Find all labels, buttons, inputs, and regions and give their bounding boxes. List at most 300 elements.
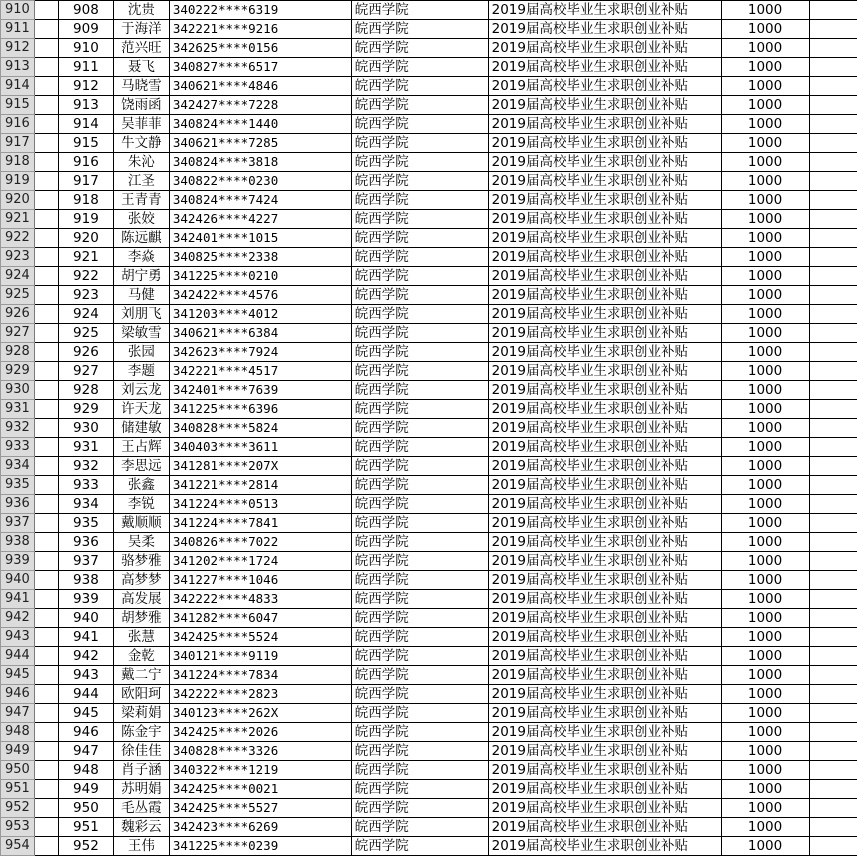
row-header[interactable]: 951 bbox=[1, 780, 35, 799]
amount-cell[interactable]: 1000 bbox=[721, 723, 809, 742]
row-header[interactable]: 947 bbox=[1, 704, 35, 723]
name-cell[interactable]: 于海洋 bbox=[113, 20, 169, 39]
id-number-cell[interactable]: 340322****1219 bbox=[169, 761, 351, 780]
id-number-cell[interactable]: 341282****6047 bbox=[169, 609, 351, 628]
row-header[interactable]: 915 bbox=[1, 96, 35, 115]
school-cell[interactable]: 皖西学院 bbox=[351, 343, 488, 362]
id-number-cell[interactable]: 341203****4012 bbox=[169, 305, 351, 324]
empty-cell[interactable] bbox=[34, 780, 58, 799]
empty-cell[interactable] bbox=[809, 438, 857, 457]
amount-cell[interactable]: 1000 bbox=[721, 761, 809, 780]
project-cell[interactable]: 2019届高校毕业生求职创业补贴 bbox=[488, 723, 721, 742]
empty-cell[interactable] bbox=[809, 153, 857, 172]
empty-cell[interactable] bbox=[34, 77, 58, 96]
name-cell[interactable]: 胡梦雅 bbox=[113, 609, 169, 628]
amount-cell[interactable]: 1000 bbox=[721, 1, 809, 20]
name-cell[interactable]: 戴二宁 bbox=[113, 666, 169, 685]
row-header[interactable]: 913 bbox=[1, 58, 35, 77]
name-cell[interactable]: 李题 bbox=[113, 362, 169, 381]
project-cell[interactable]: 2019届高校毕业生求职创业补贴 bbox=[488, 400, 721, 419]
project-cell[interactable]: 2019届高校毕业生求职创业补贴 bbox=[488, 685, 721, 704]
id-number-cell[interactable]: 342422****4576 bbox=[169, 286, 351, 305]
amount-cell[interactable]: 1000 bbox=[721, 552, 809, 571]
amount-cell[interactable]: 1000 bbox=[721, 799, 809, 818]
school-cell[interactable]: 皖西学院 bbox=[351, 191, 488, 210]
row-header[interactable]: 930 bbox=[1, 381, 35, 400]
empty-cell[interactable] bbox=[809, 248, 857, 267]
seq-cell[interactable]: 948 bbox=[58, 761, 113, 780]
name-cell[interactable]: 张慧 bbox=[113, 628, 169, 647]
seq-cell[interactable]: 914 bbox=[58, 115, 113, 134]
name-cell[interactable]: 吴菲菲 bbox=[113, 115, 169, 134]
seq-cell[interactable]: 924 bbox=[58, 305, 113, 324]
seq-cell[interactable]: 947 bbox=[58, 742, 113, 761]
empty-cell[interactable] bbox=[34, 362, 58, 381]
seq-cell[interactable]: 949 bbox=[58, 780, 113, 799]
empty-cell[interactable] bbox=[809, 96, 857, 115]
name-cell[interactable]: 张鑫 bbox=[113, 476, 169, 495]
empty-cell[interactable] bbox=[34, 39, 58, 58]
empty-cell[interactable] bbox=[34, 457, 58, 476]
project-cell[interactable]: 2019届高校毕业生求职创业补贴 bbox=[488, 305, 721, 324]
seq-cell[interactable]: 939 bbox=[58, 590, 113, 609]
row-header[interactable]: 949 bbox=[1, 742, 35, 761]
school-cell[interactable]: 皖西学院 bbox=[351, 1, 488, 20]
seq-cell[interactable]: 946 bbox=[58, 723, 113, 742]
id-number-cell[interactable]: 342425****5527 bbox=[169, 799, 351, 818]
empty-cell[interactable] bbox=[809, 533, 857, 552]
amount-cell[interactable]: 1000 bbox=[721, 476, 809, 495]
name-cell[interactable]: 魏彩云 bbox=[113, 818, 169, 837]
empty-cell[interactable] bbox=[34, 343, 58, 362]
empty-cell[interactable] bbox=[809, 609, 857, 628]
empty-cell[interactable] bbox=[809, 780, 857, 799]
id-number-cell[interactable]: 342221****4517 bbox=[169, 362, 351, 381]
project-cell[interactable]: 2019届高校毕业生求职创业补贴 bbox=[488, 248, 721, 267]
seq-cell[interactable]: 929 bbox=[58, 400, 113, 419]
name-cell[interactable]: 朱沁 bbox=[113, 153, 169, 172]
school-cell[interactable]: 皖西学院 bbox=[351, 96, 488, 115]
school-cell[interactable]: 皖西学院 bbox=[351, 58, 488, 77]
id-number-cell[interactable]: 340822****0230 bbox=[169, 172, 351, 191]
id-number-cell[interactable]: 340621****7285 bbox=[169, 134, 351, 153]
id-number-cell[interactable]: 340824****1440 bbox=[169, 115, 351, 134]
row-header[interactable]: 910 bbox=[1, 1, 35, 20]
name-cell[interactable]: 李思远 bbox=[113, 457, 169, 476]
id-number-cell[interactable]: 342427****7228 bbox=[169, 96, 351, 115]
amount-cell[interactable]: 1000 bbox=[721, 58, 809, 77]
amount-cell[interactable]: 1000 bbox=[721, 742, 809, 761]
school-cell[interactable]: 皖西学院 bbox=[351, 818, 488, 837]
amount-cell[interactable]: 1000 bbox=[721, 153, 809, 172]
name-cell[interactable]: 戴顺顺 bbox=[113, 514, 169, 533]
row-header[interactable]: 919 bbox=[1, 172, 35, 191]
name-cell[interactable]: 徐佳佳 bbox=[113, 742, 169, 761]
school-cell[interactable]: 皖西学院 bbox=[351, 248, 488, 267]
empty-cell[interactable] bbox=[34, 400, 58, 419]
amount-cell[interactable]: 1000 bbox=[721, 77, 809, 96]
amount-cell[interactable]: 1000 bbox=[721, 685, 809, 704]
id-number-cell[interactable]: 341227****1046 bbox=[169, 571, 351, 590]
project-cell[interactable]: 2019届高校毕业生求职创业补贴 bbox=[488, 704, 721, 723]
school-cell[interactable]: 皖西学院 bbox=[351, 39, 488, 58]
project-cell[interactable]: 2019届高校毕业生求职创业补贴 bbox=[488, 153, 721, 172]
id-number-cell[interactable]: 342222****2823 bbox=[169, 685, 351, 704]
name-cell[interactable]: 饶雨函 bbox=[113, 96, 169, 115]
project-cell[interactable]: 2019届高校毕业生求职创业补贴 bbox=[488, 438, 721, 457]
name-cell[interactable]: 欧阳珂 bbox=[113, 685, 169, 704]
amount-cell[interactable]: 1000 bbox=[721, 514, 809, 533]
school-cell[interactable]: 皖西学院 bbox=[351, 457, 488, 476]
name-cell[interactable]: 李锐 bbox=[113, 495, 169, 514]
project-cell[interactable]: 2019届高校毕业生求职创业补贴 bbox=[488, 229, 721, 248]
seq-cell[interactable]: 918 bbox=[58, 191, 113, 210]
row-header[interactable]: 932 bbox=[1, 419, 35, 438]
name-cell[interactable]: 张园 bbox=[113, 343, 169, 362]
empty-cell[interactable] bbox=[809, 742, 857, 761]
empty-cell[interactable] bbox=[809, 552, 857, 571]
empty-cell[interactable] bbox=[809, 115, 857, 134]
project-cell[interactable]: 2019届高校毕业生求职创业补贴 bbox=[488, 514, 721, 533]
school-cell[interactable]: 皖西学院 bbox=[351, 419, 488, 438]
amount-cell[interactable]: 1000 bbox=[721, 286, 809, 305]
row-header[interactable]: 916 bbox=[1, 115, 35, 134]
name-cell[interactable]: 聂飞 bbox=[113, 58, 169, 77]
id-number-cell[interactable]: 340828****5824 bbox=[169, 419, 351, 438]
seq-cell[interactable]: 944 bbox=[58, 685, 113, 704]
project-cell[interactable]: 2019届高校毕业生求职创业补贴 bbox=[488, 609, 721, 628]
school-cell[interactable]: 皖西学院 bbox=[351, 837, 488, 856]
empty-cell[interactable] bbox=[809, 381, 857, 400]
project-cell[interactable]: 2019届高校毕业生求职创业补贴 bbox=[488, 210, 721, 229]
seq-cell[interactable]: 942 bbox=[58, 647, 113, 666]
empty-cell[interactable] bbox=[809, 134, 857, 153]
project-cell[interactable]: 2019届高校毕业生求职创业补贴 bbox=[488, 457, 721, 476]
row-header[interactable]: 933 bbox=[1, 438, 35, 457]
empty-cell[interactable] bbox=[809, 229, 857, 248]
seq-cell[interactable]: 930 bbox=[58, 419, 113, 438]
empty-cell[interactable] bbox=[809, 191, 857, 210]
amount-cell[interactable]: 1000 bbox=[721, 457, 809, 476]
school-cell[interactable]: 皖西学院 bbox=[351, 685, 488, 704]
name-cell[interactable]: 陈远麒 bbox=[113, 229, 169, 248]
seq-cell[interactable]: 919 bbox=[58, 210, 113, 229]
row-header[interactable]: 931 bbox=[1, 400, 35, 419]
seq-cell[interactable]: 911 bbox=[58, 58, 113, 77]
amount-cell[interactable]: 1000 bbox=[721, 343, 809, 362]
school-cell[interactable]: 皖西学院 bbox=[351, 362, 488, 381]
row-header[interactable]: 945 bbox=[1, 666, 35, 685]
empty-cell[interactable] bbox=[809, 362, 857, 381]
row-header[interactable]: 953 bbox=[1, 818, 35, 837]
empty-cell[interactable] bbox=[34, 1, 58, 20]
seq-cell[interactable]: 908 bbox=[58, 1, 113, 20]
amount-cell[interactable]: 1000 bbox=[721, 191, 809, 210]
project-cell[interactable]: 2019届高校毕业生求职创业补贴 bbox=[488, 191, 721, 210]
empty-cell[interactable] bbox=[34, 666, 58, 685]
empty-cell[interactable] bbox=[809, 666, 857, 685]
seq-cell[interactable]: 923 bbox=[58, 286, 113, 305]
amount-cell[interactable]: 1000 bbox=[721, 628, 809, 647]
empty-cell[interactable] bbox=[34, 153, 58, 172]
row-header[interactable]: 928 bbox=[1, 343, 35, 362]
school-cell[interactable]: 皖西学院 bbox=[351, 438, 488, 457]
project-cell[interactable]: 2019届高校毕业生求职创业补贴 bbox=[488, 742, 721, 761]
id-number-cell[interactable]: 342401****7639 bbox=[169, 381, 351, 400]
empty-cell[interactable] bbox=[809, 818, 857, 837]
seq-cell[interactable]: 951 bbox=[58, 818, 113, 837]
seq-cell[interactable]: 913 bbox=[58, 96, 113, 115]
empty-cell[interactable] bbox=[34, 514, 58, 533]
empty-cell[interactable] bbox=[34, 799, 58, 818]
empty-cell[interactable] bbox=[809, 324, 857, 343]
school-cell[interactable]: 皖西学院 bbox=[351, 571, 488, 590]
id-number-cell[interactable]: 342623****7924 bbox=[169, 343, 351, 362]
id-number-cell[interactable]: 342423****6269 bbox=[169, 818, 351, 837]
id-number-cell[interactable]: 342221****9216 bbox=[169, 20, 351, 39]
amount-cell[interactable]: 1000 bbox=[721, 305, 809, 324]
project-cell[interactable]: 2019届高校毕业生求职创业补贴 bbox=[488, 476, 721, 495]
amount-cell[interactable]: 1000 bbox=[721, 533, 809, 552]
amount-cell[interactable]: 1000 bbox=[721, 609, 809, 628]
amount-cell[interactable]: 1000 bbox=[721, 324, 809, 343]
project-cell[interactable]: 2019届高校毕业生求职创业补贴 bbox=[488, 267, 721, 286]
row-header[interactable]: 936 bbox=[1, 495, 35, 514]
project-cell[interactable]: 2019届高校毕业生求职创业补贴 bbox=[488, 324, 721, 343]
seq-cell[interactable]: 927 bbox=[58, 362, 113, 381]
school-cell[interactable]: 皖西学院 bbox=[351, 780, 488, 799]
empty-cell[interactable] bbox=[34, 818, 58, 837]
school-cell[interactable]: 皖西学院 bbox=[351, 324, 488, 343]
seq-cell[interactable]: 915 bbox=[58, 134, 113, 153]
empty-cell[interactable] bbox=[34, 115, 58, 134]
name-cell[interactable]: 高发展 bbox=[113, 590, 169, 609]
seq-cell[interactable]: 941 bbox=[58, 628, 113, 647]
row-header[interactable]: 917 bbox=[1, 134, 35, 153]
name-cell[interactable]: 胡宁勇 bbox=[113, 267, 169, 286]
id-number-cell[interactable]: 342425****2026 bbox=[169, 723, 351, 742]
id-number-cell[interactable]: 340828****3326 bbox=[169, 742, 351, 761]
id-number-cell[interactable]: 341224****7834 bbox=[169, 666, 351, 685]
school-cell[interactable]: 皖西学院 bbox=[351, 267, 488, 286]
id-number-cell[interactable]: 340403****3611 bbox=[169, 438, 351, 457]
school-cell[interactable]: 皖西学院 bbox=[351, 305, 488, 324]
seq-cell[interactable]: 934 bbox=[58, 495, 113, 514]
seq-cell[interactable]: 928 bbox=[58, 381, 113, 400]
empty-cell[interactable] bbox=[34, 476, 58, 495]
amount-cell[interactable]: 1000 bbox=[721, 647, 809, 666]
empty-cell[interactable] bbox=[34, 58, 58, 77]
empty-cell[interactable] bbox=[809, 39, 857, 58]
school-cell[interactable]: 皖西学院 bbox=[351, 20, 488, 39]
row-header[interactable]: 937 bbox=[1, 514, 35, 533]
project-cell[interactable]: 2019届高校毕业生求职创业补贴 bbox=[488, 571, 721, 590]
id-number-cell[interactable]: 341221****2814 bbox=[169, 476, 351, 495]
row-header[interactable]: 952 bbox=[1, 799, 35, 818]
row-header[interactable]: 914 bbox=[1, 77, 35, 96]
school-cell[interactable]: 皖西学院 bbox=[351, 210, 488, 229]
empty-cell[interactable] bbox=[809, 457, 857, 476]
id-number-cell[interactable]: 342625****0156 bbox=[169, 39, 351, 58]
name-cell[interactable]: 骆梦雅 bbox=[113, 552, 169, 571]
seq-cell[interactable]: 917 bbox=[58, 172, 113, 191]
amount-cell[interactable]: 1000 bbox=[721, 39, 809, 58]
empty-cell[interactable] bbox=[809, 628, 857, 647]
school-cell[interactable]: 皖西学院 bbox=[351, 742, 488, 761]
project-cell[interactable]: 2019届高校毕业生求职创业补贴 bbox=[488, 818, 721, 837]
empty-cell[interactable] bbox=[809, 286, 857, 305]
empty-cell[interactable] bbox=[809, 419, 857, 438]
empty-cell[interactable] bbox=[34, 533, 58, 552]
empty-cell[interactable] bbox=[34, 704, 58, 723]
school-cell[interactable]: 皖西学院 bbox=[351, 229, 488, 248]
empty-cell[interactable] bbox=[809, 476, 857, 495]
empty-cell[interactable] bbox=[809, 267, 857, 286]
empty-cell[interactable] bbox=[34, 647, 58, 666]
project-cell[interactable]: 2019届高校毕业生求职创业补贴 bbox=[488, 134, 721, 153]
id-number-cell[interactable]: 340123****262X bbox=[169, 704, 351, 723]
project-cell[interactable]: 2019届高校毕业生求职创业补贴 bbox=[488, 77, 721, 96]
empty-cell[interactable] bbox=[34, 134, 58, 153]
seq-cell[interactable]: 932 bbox=[58, 457, 113, 476]
name-cell[interactable]: 梁敏雪 bbox=[113, 324, 169, 343]
amount-cell[interactable]: 1000 bbox=[721, 134, 809, 153]
row-header[interactable]: 946 bbox=[1, 685, 35, 704]
seq-cell[interactable]: 912 bbox=[58, 77, 113, 96]
id-number-cell[interactable]: 340827****6517 bbox=[169, 58, 351, 77]
empty-cell[interactable] bbox=[34, 495, 58, 514]
project-cell[interactable]: 2019届高校毕业生求职创业补贴 bbox=[488, 362, 721, 381]
seq-cell[interactable]: 926 bbox=[58, 343, 113, 362]
seq-cell[interactable]: 909 bbox=[58, 20, 113, 39]
row-header[interactable]: 942 bbox=[1, 609, 35, 628]
amount-cell[interactable]: 1000 bbox=[721, 229, 809, 248]
seq-cell[interactable]: 952 bbox=[58, 837, 113, 856]
project-cell[interactable]: 2019届高校毕业生求职创业补贴 bbox=[488, 381, 721, 400]
id-number-cell[interactable]: 340824****3818 bbox=[169, 153, 351, 172]
amount-cell[interactable]: 1000 bbox=[721, 381, 809, 400]
row-header[interactable]: 924 bbox=[1, 267, 35, 286]
name-cell[interactable]: 范兴旺 bbox=[113, 39, 169, 58]
empty-cell[interactable] bbox=[34, 381, 58, 400]
school-cell[interactable]: 皖西学院 bbox=[351, 476, 488, 495]
empty-cell[interactable] bbox=[809, 571, 857, 590]
row-header[interactable]: 941 bbox=[1, 590, 35, 609]
empty-cell[interactable] bbox=[809, 400, 857, 419]
row-header[interactable]: 918 bbox=[1, 153, 35, 172]
empty-cell[interactable] bbox=[34, 267, 58, 286]
name-cell[interactable]: 梁莉娟 bbox=[113, 704, 169, 723]
empty-cell[interactable] bbox=[809, 343, 857, 362]
name-cell[interactable]: 王伟 bbox=[113, 837, 169, 856]
seq-cell[interactable]: 931 bbox=[58, 438, 113, 457]
name-cell[interactable]: 储建敏 bbox=[113, 419, 169, 438]
id-number-cell[interactable]: 341224****7841 bbox=[169, 514, 351, 533]
name-cell[interactable]: 陈金宇 bbox=[113, 723, 169, 742]
empty-cell[interactable] bbox=[34, 837, 58, 856]
empty-cell[interactable] bbox=[809, 210, 857, 229]
id-number-cell[interactable]: 342426****4227 bbox=[169, 210, 351, 229]
amount-cell[interactable]: 1000 bbox=[721, 666, 809, 685]
name-cell[interactable]: 沈贵 bbox=[113, 1, 169, 20]
project-cell[interactable]: 2019届高校毕业生求职创业补贴 bbox=[488, 20, 721, 39]
name-cell[interactable]: 江圣 bbox=[113, 172, 169, 191]
school-cell[interactable]: 皖西学院 bbox=[351, 172, 488, 191]
empty-cell[interactable] bbox=[809, 761, 857, 780]
project-cell[interactable]: 2019届高校毕业生求职创业补贴 bbox=[488, 39, 721, 58]
project-cell[interactable]: 2019届高校毕业生求职创业补贴 bbox=[488, 647, 721, 666]
empty-cell[interactable] bbox=[809, 495, 857, 514]
school-cell[interactable]: 皖西学院 bbox=[351, 134, 488, 153]
seq-cell[interactable]: 936 bbox=[58, 533, 113, 552]
amount-cell[interactable]: 1000 bbox=[721, 248, 809, 267]
seq-cell[interactable]: 916 bbox=[58, 153, 113, 172]
project-cell[interactable]: 2019届高校毕业生求职创业补贴 bbox=[488, 780, 721, 799]
row-header[interactable]: 935 bbox=[1, 476, 35, 495]
id-number-cell[interactable]: 341225****0210 bbox=[169, 267, 351, 286]
amount-cell[interactable]: 1000 bbox=[721, 115, 809, 134]
empty-cell[interactable] bbox=[809, 647, 857, 666]
seq-cell[interactable]: 921 bbox=[58, 248, 113, 267]
id-number-cell[interactable]: 341225****0239 bbox=[169, 837, 351, 856]
school-cell[interactable]: 皖西学院 bbox=[351, 552, 488, 571]
id-number-cell[interactable]: 340121****9119 bbox=[169, 647, 351, 666]
id-number-cell[interactable]: 340824****7424 bbox=[169, 191, 351, 210]
name-cell[interactable]: 刘朋飞 bbox=[113, 305, 169, 324]
school-cell[interactable]: 皖西学院 bbox=[351, 723, 488, 742]
school-cell[interactable]: 皖西学院 bbox=[351, 533, 488, 552]
empty-cell[interactable] bbox=[34, 761, 58, 780]
school-cell[interactable]: 皖西学院 bbox=[351, 286, 488, 305]
empty-cell[interactable] bbox=[809, 704, 857, 723]
row-header[interactable]: 923 bbox=[1, 248, 35, 267]
empty-cell[interactable] bbox=[34, 552, 58, 571]
school-cell[interactable]: 皖西学院 bbox=[351, 609, 488, 628]
empty-cell[interactable] bbox=[34, 96, 58, 115]
empty-cell[interactable] bbox=[34, 191, 58, 210]
project-cell[interactable]: 2019届高校毕业生求职创业补贴 bbox=[488, 761, 721, 780]
empty-cell[interactable] bbox=[34, 172, 58, 191]
empty-cell[interactable] bbox=[809, 1, 857, 20]
school-cell[interactable]: 皖西学院 bbox=[351, 153, 488, 172]
school-cell[interactable]: 皖西学院 bbox=[351, 799, 488, 818]
empty-cell[interactable] bbox=[34, 229, 58, 248]
amount-cell[interactable]: 1000 bbox=[721, 362, 809, 381]
row-header[interactable]: 943 bbox=[1, 628, 35, 647]
project-cell[interactable]: 2019届高校毕业生求职创业补贴 bbox=[488, 799, 721, 818]
empty-cell[interactable] bbox=[809, 77, 857, 96]
seq-cell[interactable]: 937 bbox=[58, 552, 113, 571]
row-header[interactable]: 912 bbox=[1, 39, 35, 58]
name-cell[interactable]: 许天龙 bbox=[113, 400, 169, 419]
project-cell[interactable]: 2019届高校毕业生求职创业补贴 bbox=[488, 666, 721, 685]
name-cell[interactable]: 毛丛霞 bbox=[113, 799, 169, 818]
row-header[interactable]: 950 bbox=[1, 761, 35, 780]
row-header[interactable]: 944 bbox=[1, 647, 35, 666]
seq-cell[interactable]: 943 bbox=[58, 666, 113, 685]
project-cell[interactable]: 2019届高校毕业生求职创业补贴 bbox=[488, 1, 721, 20]
school-cell[interactable]: 皖西学院 bbox=[351, 647, 488, 666]
row-header[interactable]: 920 bbox=[1, 191, 35, 210]
empty-cell[interactable] bbox=[34, 438, 58, 457]
amount-cell[interactable]: 1000 bbox=[721, 400, 809, 419]
empty-cell[interactable] bbox=[809, 172, 857, 191]
row-header[interactable]: 922 bbox=[1, 229, 35, 248]
school-cell[interactable]: 皖西学院 bbox=[351, 761, 488, 780]
amount-cell[interactable]: 1000 bbox=[721, 96, 809, 115]
name-cell[interactable]: 高梦梦 bbox=[113, 571, 169, 590]
seq-cell[interactable]: 945 bbox=[58, 704, 113, 723]
